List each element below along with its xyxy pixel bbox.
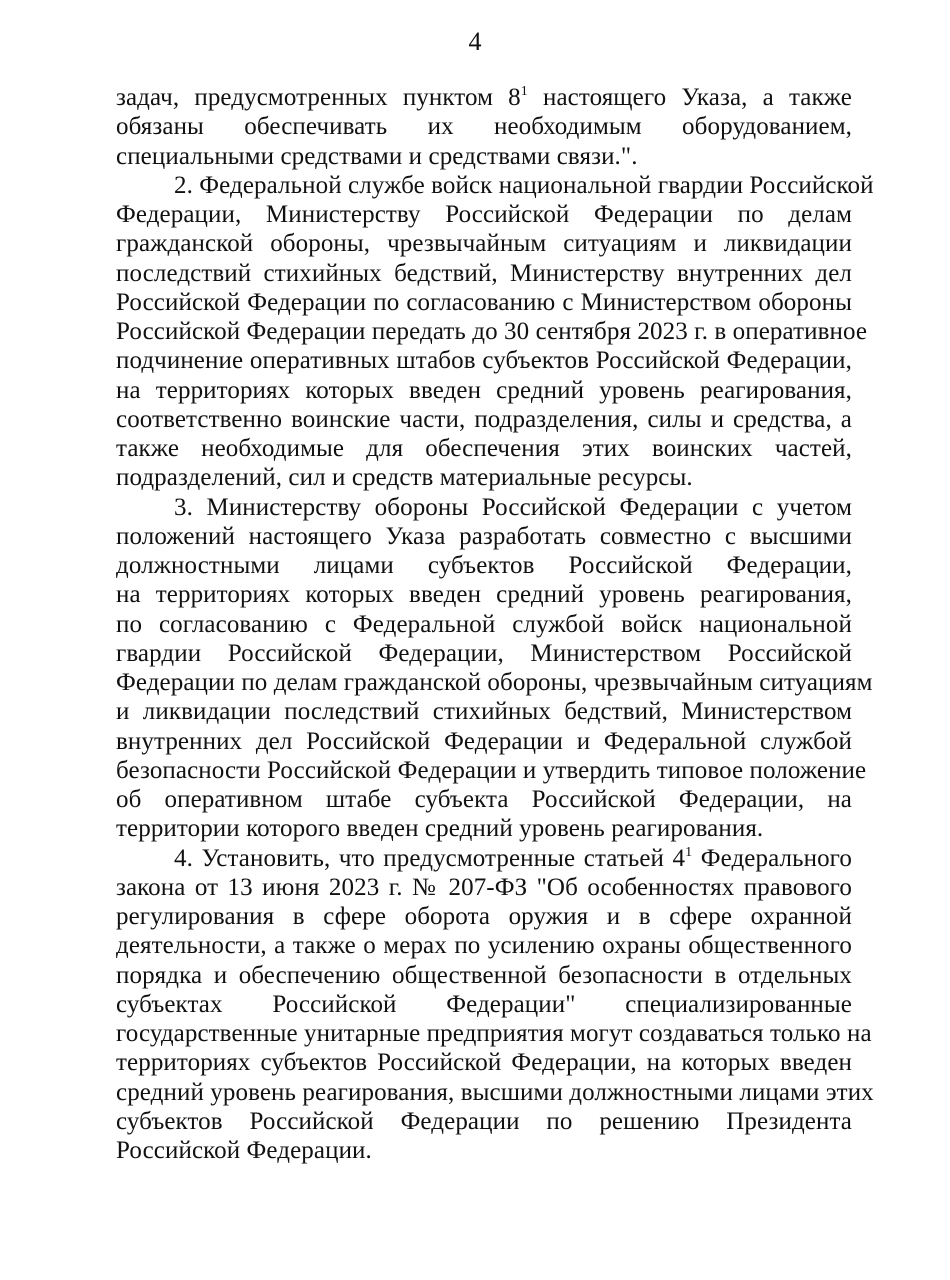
text-line: Российской Федерации по согласованию с Министерством обороны bbox=[116, 288, 852, 316]
text-line: внутренних дел Российской Федерации и Федеральной службой bbox=[116, 727, 852, 755]
text-line: обязаны обеспечивать их необходимым оборудованием, bbox=[116, 113, 852, 141]
text-segment: настоящего Указа, а также bbox=[527, 84, 852, 111]
text-line: Российской Федерации. bbox=[116, 1137, 372, 1164]
text-line: на территориях которых введен средний уровень реагирования, bbox=[116, 581, 852, 609]
text-line: соответственно воинские части, подразделения, силы и средства, а bbox=[116, 405, 852, 433]
text-line: Федерации по делам гражданской обороны, чрезвычайным ситуациям bbox=[116, 669, 873, 696]
document-body bbox=[116, 83, 874, 1165]
text-segment: 4. Установить, что предусмотренные статьей 4 bbox=[174, 844, 686, 872]
text-line: средний уровень реагирования, высшими должностными лицами этих bbox=[116, 1078, 874, 1106]
text-line: последствий стихийных бедствий, Министерству внутренних дел bbox=[116, 259, 852, 287]
text-line: об оперативном штабе субъекта Российской Федерации, на bbox=[116, 786, 852, 813]
text-segment: задач, предусмотренных пунктом 8 bbox=[116, 84, 521, 111]
text-line: территории которого введен средний уровень реагирования. bbox=[116, 815, 764, 843]
text-line: Российской Федерации передать до 30 сентября 2023 г. в оперативное bbox=[116, 318, 868, 345]
text-line: деятельности, а также о мерах по усилению охраны общественного bbox=[116, 932, 852, 960]
text-line: гвардии Российской Федерации, Министерством Российской bbox=[116, 639, 852, 667]
text-line: специальными средствами и средствами связи.". bbox=[116, 142, 638, 170]
text-line: гражданской обороны, чрезвычайным ситуациям и ликвидации bbox=[116, 230, 852, 258]
text-line: подразделений, сил и средств материальные ресурсы. bbox=[116, 464, 693, 492]
text-segment: Федерального bbox=[692, 844, 852, 872]
superscript: 1 bbox=[520, 84, 528, 99]
text-line: субъектах Российской Федерации" специализированные bbox=[116, 990, 852, 1018]
text-line: государственные унитарные предприятия могут создаваться только на bbox=[116, 1020, 872, 1047]
page-number: 4 bbox=[468, 27, 482, 56]
text-line: положений настоящего Указа разработать совместно с высшими bbox=[116, 522, 852, 550]
text-line: должностными лицами субъектов Российской Федерации, bbox=[116, 552, 852, 579]
text-line: территориях субъектов Российской Федерации, на которых введен bbox=[116, 1049, 852, 1077]
text-line: безопасности Российской Федерации и утвердить типовое положение bbox=[116, 756, 867, 784]
text-line: 3. Министерству обороны Российской Федерации с учетом bbox=[174, 493, 852, 521]
text-line: Федерации, Министерству Российской Федерации по делам bbox=[116, 201, 852, 228]
text-line: также необходимые для обеспечения этих воинских частей, bbox=[116, 435, 852, 462]
text-line: по согласованию с Федеральной службой войск национальной bbox=[116, 610, 852, 638]
text-line: порядка и обеспечению общественной безопасности в отдельных bbox=[116, 961, 852, 989]
text-line: 2. Федеральной службе войск национальной гвардии Российской bbox=[174, 171, 874, 199]
text-line: на территориях которых введен средний уровень реагирования, bbox=[116, 376, 852, 404]
text-line bbox=[116, 844, 852, 873]
superscript: 1 bbox=[685, 844, 693, 860]
text-line bbox=[116, 83, 852, 112]
text-line: субъектов Российской Федерации по решению Президента bbox=[116, 1107, 852, 1135]
text-line: и ликвидации последствий стихийных бедствий, Министерством bbox=[116, 698, 852, 726]
text-line: регулирования в сфере оборота оружия и в сфере охранной bbox=[116, 903, 852, 930]
text-line: подчинение оперативных штабов субъектов Российской Федерации, bbox=[116, 347, 852, 375]
text-line: закона от 13 июня 2023 г. № 207-ФЗ "Об особенностях правового bbox=[116, 873, 852, 901]
